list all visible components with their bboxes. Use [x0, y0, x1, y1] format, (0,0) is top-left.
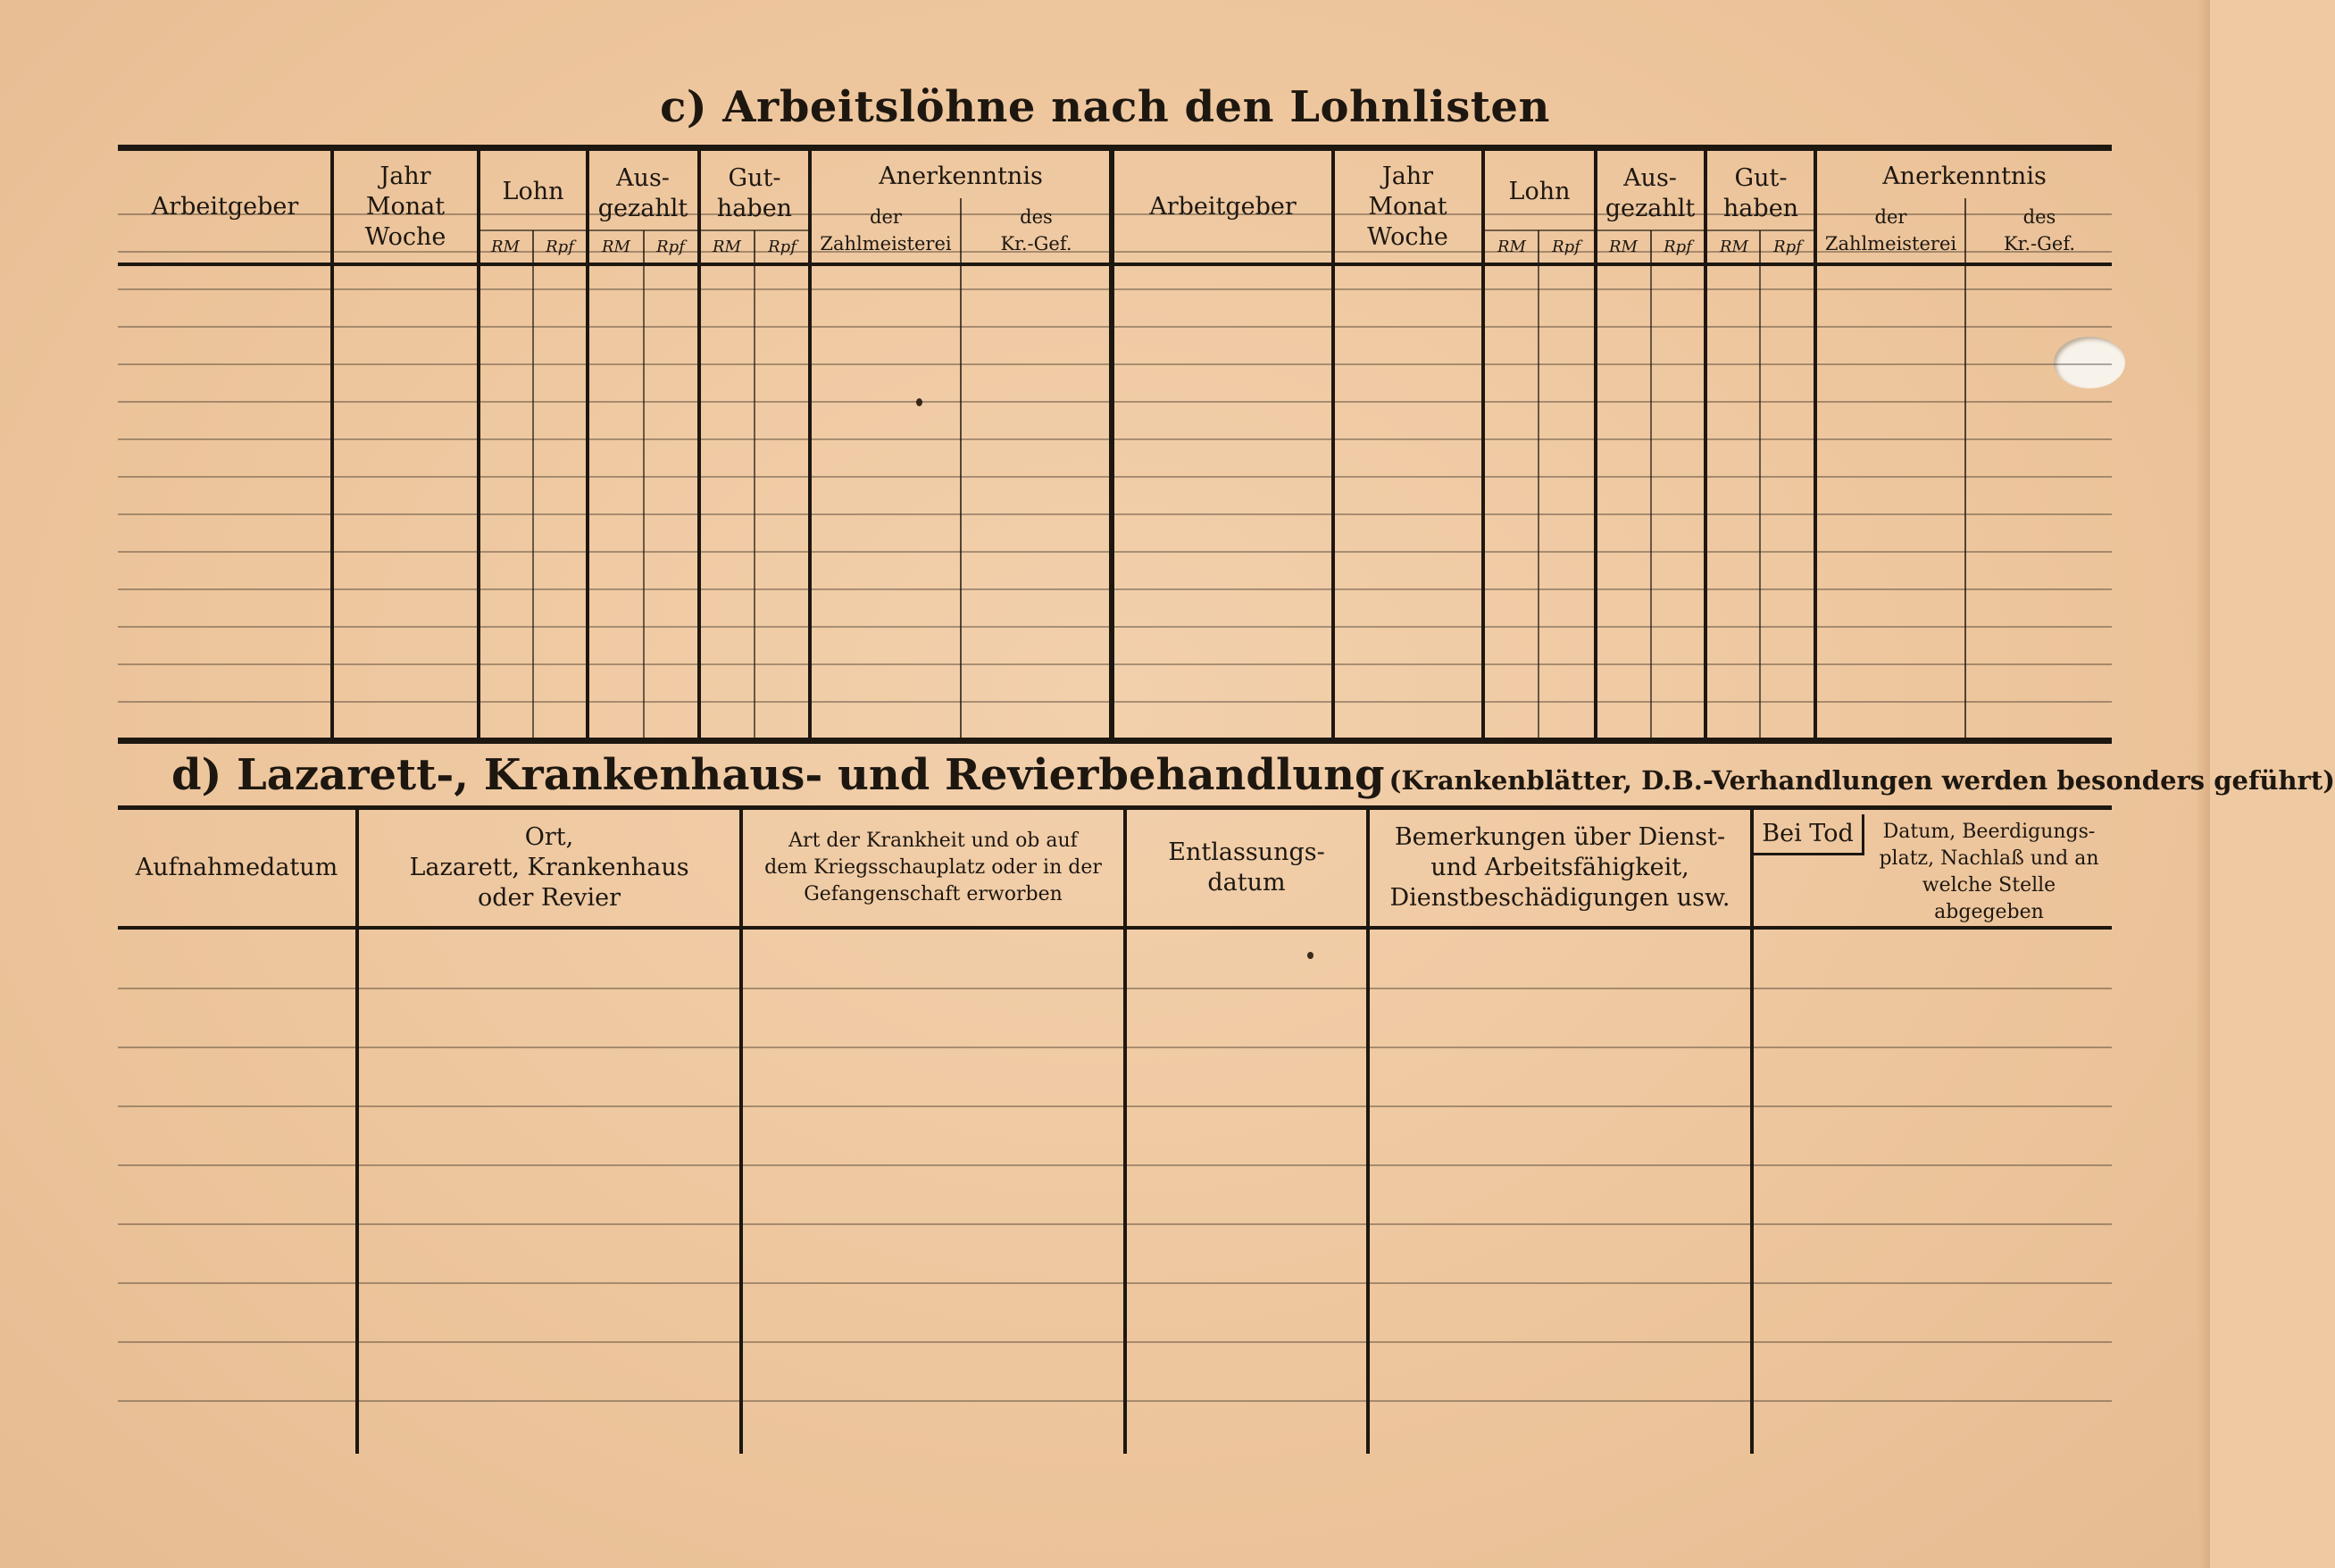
ink-speck — [916, 398, 922, 406]
rm-label: RM — [1609, 238, 1638, 256]
rpf-label: Rpf — [768, 238, 796, 256]
header-period-right: Jahr Monat Woche — [1367, 162, 1448, 251]
header-paid-left: Aus- gezahlt — [597, 164, 688, 222]
header-wage-left: Lohn — [502, 178, 564, 205]
header-credit-left: Gut- haben — [716, 164, 793, 222]
header-if-death: Bei Tod — [1754, 814, 1864, 855]
header-pow-camp-left: des Kr.-Gef. — [1000, 206, 1072, 254]
table-c-top-rule — [118, 145, 2112, 151]
header-employer-right: Arbeitgeber — [1149, 192, 1297, 221]
table-c-header-rule — [118, 263, 2112, 266]
header-discharge-date: Entlassungs- datum — [1168, 838, 1325, 897]
header-credit-right: Gut- haben — [1722, 164, 1799, 222]
rm-label: RM — [491, 238, 520, 256]
punch-hole — [2054, 337, 2125, 388]
header-employer-left: Arbeitgeber — [151, 192, 299, 221]
header-remarks: Bemerkungen über Dienst- und Arbeitsfähigkeit, Dienstbeschädigungen usw. — [1389, 823, 1730, 912]
rm-label: RM — [602, 238, 630, 256]
section-d-title — [171, 750, 2335, 800]
header-place: Ort, Lazarett, Krankenhaus oder Revier — [409, 823, 689, 912]
header-paymaster-right: der Zahlmeisterei — [1824, 206, 1957, 254]
rpf-label: Rpf — [656, 238, 685, 256]
section-c-title: c) Arbeitslöhne nach den Lohnlisten — [660, 82, 1550, 132]
header-paid-right: Aus- gezahlt — [1605, 164, 1696, 222]
rpf-label: Rpf — [546, 238, 574, 256]
header-illness: Art der Krankheit und ob auf dem Kriegsschauplatz oder in der Gefangenschaft erworben — [764, 830, 1102, 905]
ink-speck — [1307, 952, 1313, 959]
header-acknowledgment-right: Anerkenntnis — [1882, 163, 2047, 190]
rm-label: RM — [1720, 238, 1748, 256]
rpf-label: Rpf — [1664, 238, 1692, 256]
header-acknowledgment-left: Anerkenntnis — [879, 163, 1043, 190]
header-death-details: Datum, Beerdigungs- platz, Nachlaß und an welche Stelle abgegeben — [1879, 821, 2099, 923]
header-period-left: Jahr Monat Woche — [364, 162, 446, 251]
rm-label: RM — [1497, 238, 1526, 256]
header-paymaster-left: der Zahlmeisterei — [820, 206, 952, 254]
header-wage-right: Lohn — [1508, 178, 1571, 205]
section-d-heading: d) Lazarett-, Krankenhaus- und Revierbehandlung — [171, 750, 1385, 800]
header-admission-date: Aufnahmedatum — [135, 854, 338, 881]
header-pow-camp-right: des Kr.-Gef. — [2003, 206, 2076, 254]
section-d-note: (Krankenblätter, D.B.-Verhandlungen werden besonders geführt) — [1388, 765, 2335, 796]
rpf-label: Rpf — [1773, 238, 1802, 256]
rpf-label: Rpf — [1552, 238, 1580, 256]
table-d-header-rule — [118, 926, 2112, 930]
rm-label: RM — [713, 238, 741, 256]
table-c-bottom-rule — [118, 738, 2112, 744]
